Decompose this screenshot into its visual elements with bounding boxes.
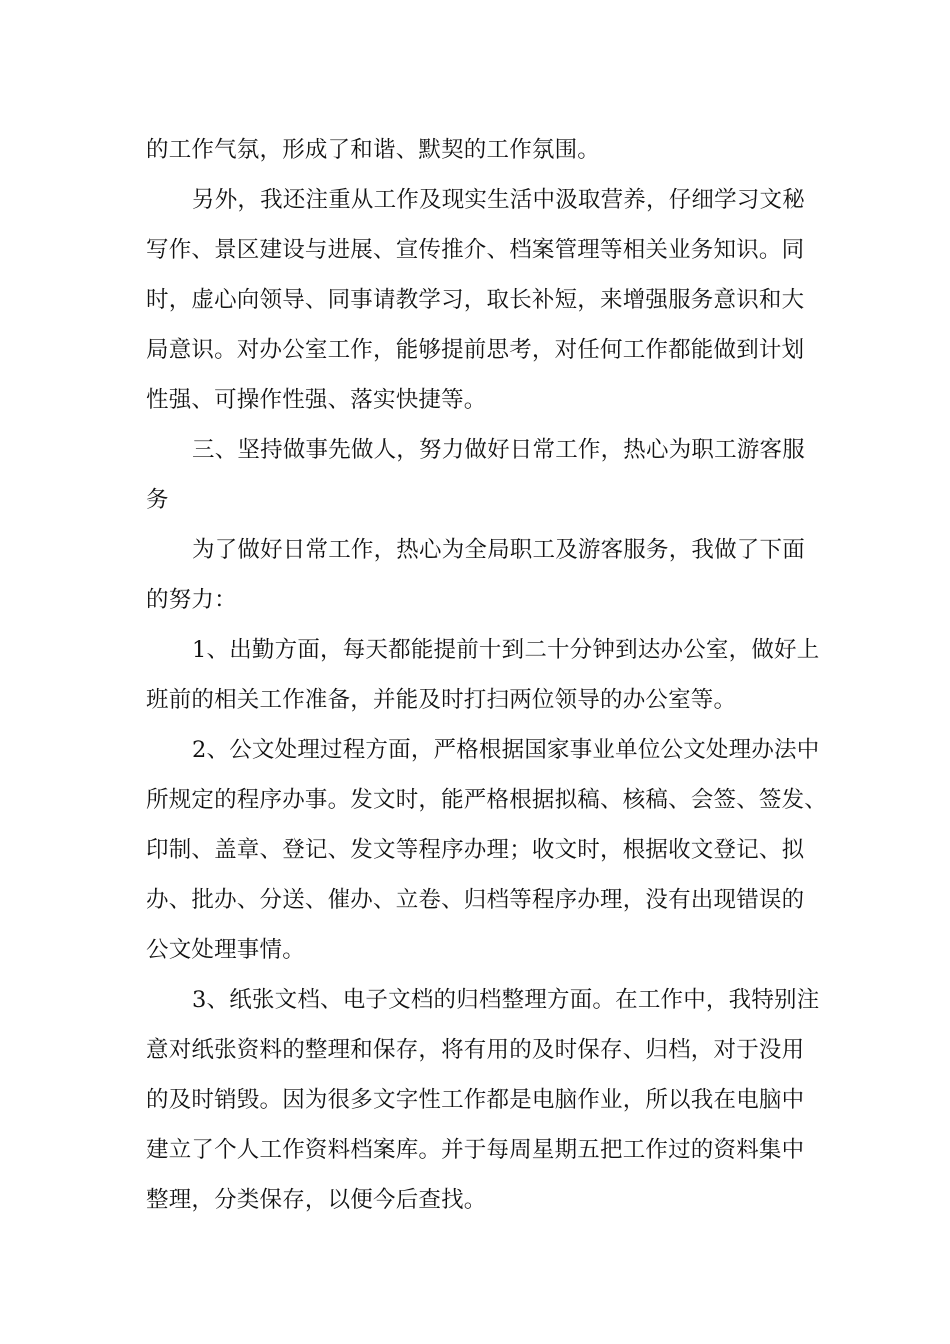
section-heading: 三、坚持做事先做人，努力做好日常工作，热心为职工游客服 xyxy=(192,437,805,463)
section-heading-continuation: 务 xyxy=(146,487,169,513)
text-line: 的努力： xyxy=(146,587,237,613)
text-line: 的及时销毁。因为很多文字性工作都是电脑作业，所以我在电脑中 xyxy=(146,1087,805,1113)
text-line: 所规定的程序办事。发文时，能严格根据拟稿、核稿、会签、签发、 xyxy=(146,787,828,813)
text-line: 建立了个人工作资料档案库。并于每周星期五把工作过的资料集中 xyxy=(146,1137,805,1163)
text-line: 意对纸张资料的整理和保存，将有用的及时保存、归档，对于没用 xyxy=(146,1037,805,1063)
text-line: 公文处理事情。 xyxy=(146,937,305,963)
text-line: 办、批办、分送、催办、立卷、归档等程序办理，没有出现错误的 xyxy=(146,887,805,913)
list-item-start-line: 2、公文处理过程方面，严格根据国家事业单位公文处理办法中 xyxy=(192,737,820,763)
text-line: 的工作气氛，形成了和谐、默契的工作氛围。 xyxy=(146,137,601,163)
text-line: 时，虚心向领导、同事请教学习，取长补短，来增强服务意识和大 xyxy=(146,287,805,313)
paragraph-start-line: 另外，我还注重从工作及现实生活中汲取营养，仔细学习文秘 xyxy=(192,187,805,213)
list-item-start-line: 1、出勤方面，每天都能提前十到二十分钟到达办公室，做好上 xyxy=(192,637,820,663)
text-line: 写作、景区建设与进展、宣传推介、档案管理等相关业务知识。同 xyxy=(146,237,805,263)
text-line: 班前的相关工作准备，并能及时打扫两位领导的办公室等。 xyxy=(146,687,737,713)
text-line: 性强、可操作性强、落实快捷等。 xyxy=(146,387,487,413)
list-item-start-line: 3、纸张文档、电子文档的归档整理方面。在工作中，我特别注 xyxy=(192,987,820,1013)
paragraph-start-line: 为了做好日常工作，热心为全局职工及游客服务，我做了下面 xyxy=(192,537,805,563)
text-line: 整理，分类保存，以便今后查找。 xyxy=(146,1187,487,1213)
text-line: 印制、盖章、登记、发文等程序办理；收文时，根据收文登记、拟 xyxy=(146,837,805,863)
text-line: 局意识。对办公室工作，能够提前思考，对任何工作都能做到计划 xyxy=(146,337,805,363)
